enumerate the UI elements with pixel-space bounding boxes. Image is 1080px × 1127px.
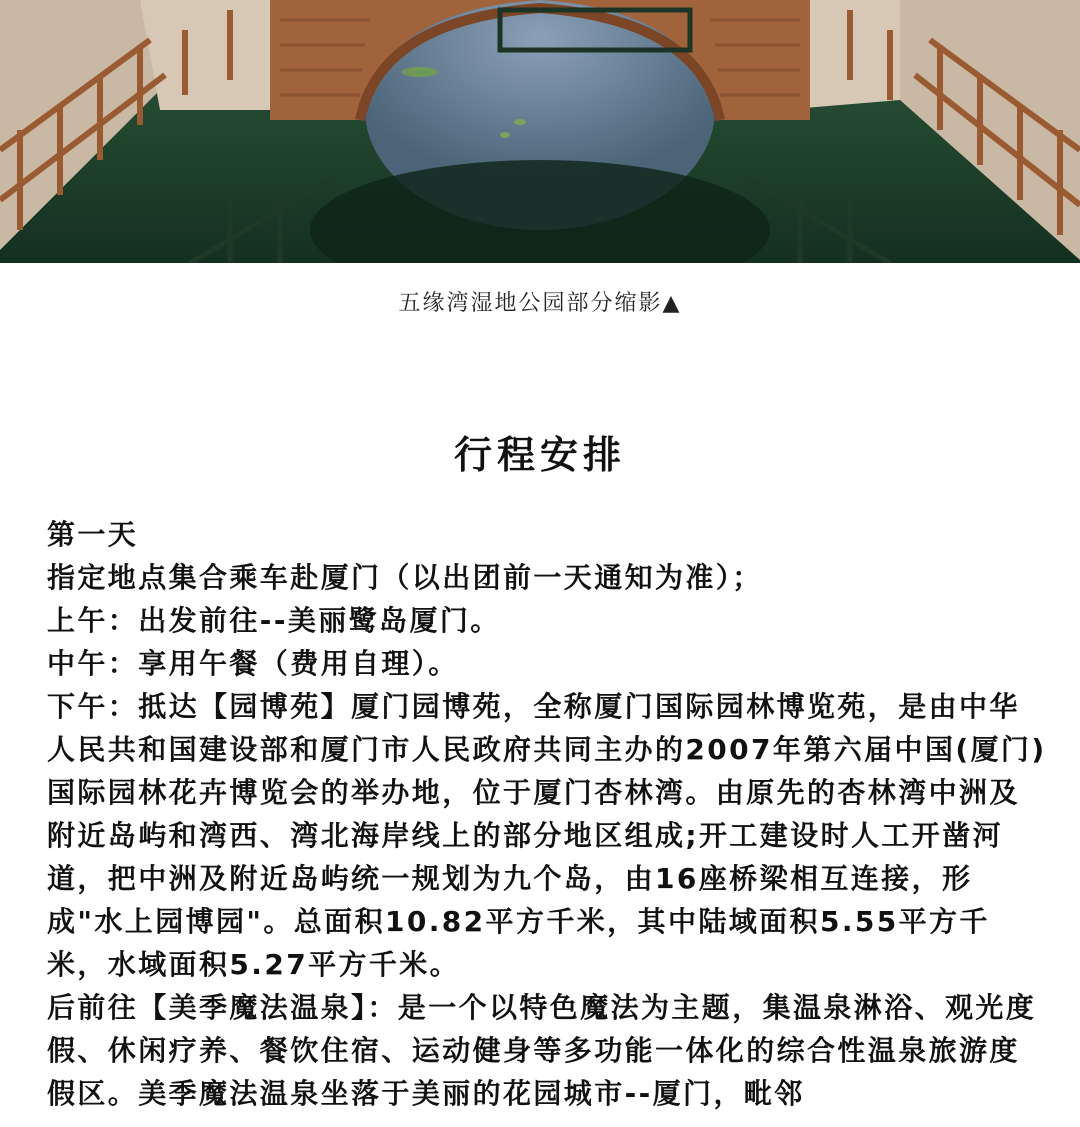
itinerary-paragraph: 下午：抵达【园博苑】厦门园博苑，全称厦门国际园林博览苑，是由中华人民共和国建设部和厦门市人民政府共同主办的2007年第六届中国(厦门)国际园林花卉博览会的举办地，位于厦门杏林湾。由原先的杏林湾中洲及附近岛屿和湾西、湾北海岸线上的部分地区组成;开工建设时人工开凿河道，把中洲及附近岛屿统一规划为九个岛，由16座桥梁相互连接，形成"水上园博园"。总面积10.82平方千米，其中陆域面积5.55平方千米，水域面积5.27平方千米。 — [47, 690, 1047, 981]
section-title: 行程安排 — [453, 433, 626, 477]
day-label: 第一天 — [47, 518, 139, 551]
bridge-photo-illustration — [0, 0, 1080, 263]
itinerary-paragraph: 后前往【美季魔法温泉】：是一个以特色魔法为主题，集温泉淋浴、观光度假、休闲疗养、餐饮住宿、运动健身等多功能一体化的综合性温泉旅游度假区。美季魔法温泉坐落于美丽的花园城市--厦门，毗邻 — [47, 991, 1037, 1110]
hero-photo — [0, 0, 1080, 263]
itinerary-paragraph: 指定地点集合乘车赴厦门（以出团前一天通知为准）； — [47, 561, 763, 594]
itinerary-body — [47, 513, 1047, 1115]
itinerary-paragraph: 中午：享用午餐（费用自理）。 — [47, 647, 459, 680]
itinerary-paragraph: 上午：出发前往--美丽鹭岛厦门。 — [47, 604, 501, 637]
photo-caption: 五缘湾湿地公园部分缩影▲ — [398, 291, 682, 316]
